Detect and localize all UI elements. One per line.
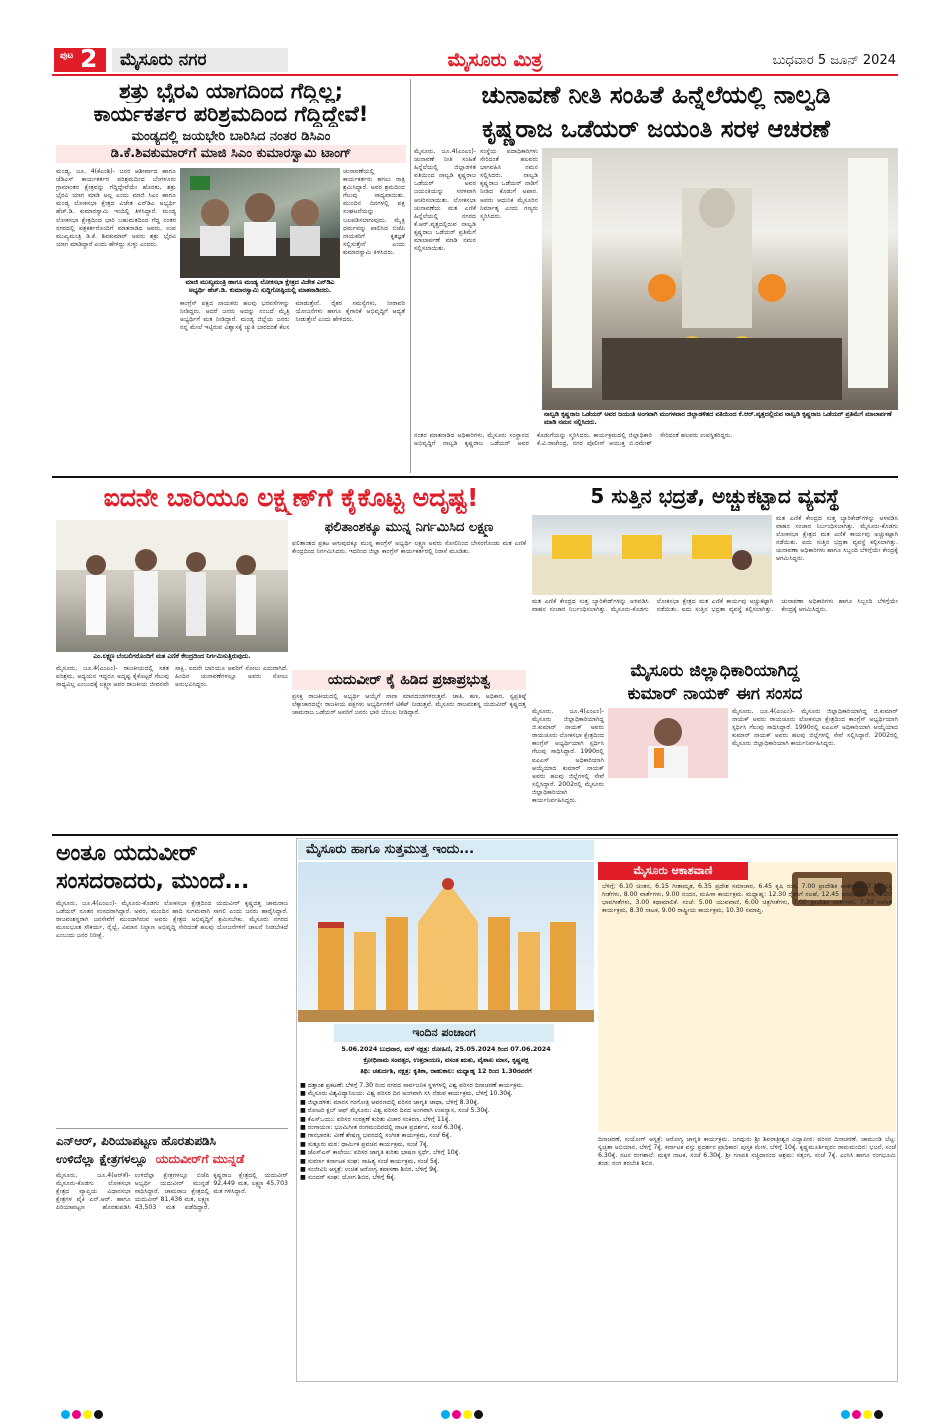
list-item: ■ ಸುವರ್ಣ ಕರ್ನಾಟಕ ಸಂಘ: ಸಾಹಿತ್ಯ ಸಂಜೆ ಕಾರ್ಯಕ್ರಮ, ಸಂಜೆ 5ಕ್ಕೆ. xyxy=(300,1157,440,1165)
story3-photo xyxy=(56,520,288,662)
story4-body-right: ಮತ ಎಣಿಕೆ ಕೇಂದ್ರದ ಸುತ್ತ ಬ್ಯಾರಿಕೇಡ್‌ಗಳನ್ನು ಅಳವಡಿಸಿ ವಾಹನ ಸಂಚಾರ ನಿರ್ಬಂಧಿಸಲಾಗಿತ್ತು. ಮೈಸೂರು-ಕೊಡಗು ಲೋಕಸಭಾ ಕ್ಷೇತ್ರದ ಮತ ಎಣಿಕೆ ಕಾರ್ಯವು ಅಚ್ಚುಕಟ್ಟಾಗಿ ನಡೆಯಿತು. ಐದು ಸುತ್ತಿನ ಭದ್ರತಾ ವ್ಯವಸ್ಥೆ ಕಲ್ಪಿಸಲಾಗಿತ್ತು. ಚುನಾವಣಾ ಅಧಿಕಾರಿಗಳು ಹಾಗೂ ಸಿಬ್ಬಂದಿ ಬೆಳಿಗ್ಗೆಯೇ ಕೇಂದ್ರಕ್ಕೆ ಆಗಮಿಸಿದ್ದರು. xyxy=(776,515,898,563)
story2-headline-2: ಕೃಷ್ಣರಾಜ ಒಡೆಯರ್ ಜಯಂತಿ ಸರಳ ಆಚರಣೆ xyxy=(482,115,830,143)
skyline-illustration xyxy=(298,862,594,1022)
story6-body-1: ಮೈಸೂರು, ಜೂ.4(ಎಂಎಂ)- ಮೈಸೂರು ಜಿಲ್ಲಾಧಿಕಾರಿಯಾಗಿದ್ದ ಜಿ.ಕುಮಾರ್ ನಾಯಕ್ ಅವರು ರಾಯಚೂರು ಲೋಕಸಭಾ ಕ್ಷೇತ್ರದಿಂದ ಕಾಂಗ್ರೆಸ್ ಅಭ್ಯರ್ಥಿಯಾಗಿ ಸ್ಪರ್ಧಿಸಿ ಗೆಲುವು ಸಾಧಿಸಿದ್ದಾರೆ. 1990ರಲ್ಲಿ ಐಎಎಸ್ ಅಧಿಕಾರಿಯಾಗಿ ಆಯ್ಕೆಯಾದ ಕುಮಾರ್ ನಾಯಕ್ ಅವರು ಹಲವು ಜಿಲ್ಲೆಗಳಲ್ಲಿ ಸೇವೆ ಸಲ್ಲಿಸಿದ್ದಾರೆ. 2002ರಲ್ಲಿ ಮೈಸೂರು ಜಿಲ್ಲಾಧಿಕಾರಿಯಾಗಿ ಕಾರ್ಯನಿರ್ವಹಿಸಿದ್ದರು. xyxy=(532,708,604,805)
panchanga xyxy=(300,1044,592,1080)
page-prefix: ಪುಟ xyxy=(60,51,74,61)
divider xyxy=(410,79,411,473)
story8-headline-left: ಎನ್‌ಆರ್, ಪಿರಿಯಾಪಟ್ಟಣ ಹೊರತುಪಡಿಸಿ xyxy=(56,1134,216,1148)
page-number: 2 xyxy=(80,44,98,73)
events-title: ಮೈಸೂರು ಹಾಗೂ ಸುತ್ತಮುತ್ತ ಇಂದು... xyxy=(298,840,594,860)
story1-headline-1: ಶತ್ರು ಭೈರವಿ ಯಾಗದಿಂದ ಗೆದ್ದಿಲ್ಲ; xyxy=(118,79,344,103)
list-item: ■ ಸುತ್ತೂರು ಮಠ: ಧಾರ್ಮಿಕ ಪ್ರವಚನ ಕಾರ್ಯಕ್ರಮ, ಸಂಜೆ 7ಕ್ಕೆ. xyxy=(300,1140,429,1148)
list-item: ■ ಕೆಎಸ್‌ಒಯು: ಪರಿಸರ ಸಂರಕ್ಷಣೆ ಕುರಿತು ವಿಚಾರ ಸಂಕಿರಣ, ಬೆಳಿಗ್ಗೆ 11ಕ್ಕೆ. xyxy=(300,1115,451,1123)
palace-skyline-icon xyxy=(298,862,594,1022)
counting-center-icon xyxy=(532,515,772,595)
radio-schedule: ಬೆಳಿಗ್ಗೆ: 6.10 ಚಿಂತನ, 6.15 ಗೀತಾಮೃತ, 6.35 ಪ್ರದೇಶ ಸಮಾಚಾರ, 6.45 ಕೃಷಿ ರಂಗ, 7.00 ಪ್ರಾದೇಶಿಕ ವಾರ್ತೆಗಳು, 7.15 ಭಕ್ತಿ ಗೀತೆಗಳು, 8.00 ವಾರ್ತೆಗಳು, 9.00 ನಂದನ, ಮಹಿಳಾ ಕಾರ್ಯಕ್ರಮ. ಮಧ್ಯಾಹ್ನ: 12.30 ರೈತರಿಗೆ ಸಲಹೆ, 12.45 ಜನಪದ ಸಂಗೀತ, 1.20 ಭಾವಗೀತೆಗಳು, 3.00 ಕಥಾಮಾಲಿಕೆ. ಸಂಜೆ: 5.00 ಯುವವಾಣಿ, 6.00 ಚಿತ್ರಗೀತೆಗಳು, 7.00 ಪ್ರಾದೇಶಿಕ ವಾರ್ತೆಗಳು, 7.30 ಸಂಗೀತ ಕಾರ್ಯಕ್ರಮ, 8.30 ನಾಟಕ, 9.00 ರಾಷ್ಟ್ರೀಯ ಕಾರ್ಯಕ್ರಮ, 10.30 ಸಮಾಪ್ತಿ. xyxy=(602,883,892,915)
story8-body: ಮೈಸೂರು, ಜೂ.4(ಆರ್‌ಕೆ)- ಮೈಸೂರು-ಕೊಡಗು ಲೋಕಸಭಾ ಕ್ಷೇತ್ರದ ವ್ಯಾಪ್ತಿಯ ವಿಧಾನಸಭಾ ಕ್ಷೇತ್ರಗಳ ಪೈಕಿ ಎನ್.ಆರ್. ಹಾಗೂ ಪಿರಿಯಾಪಟ್ಟಣ ಹೊರತುಪಡಿಸಿ ಉಳಿದೆಲ್ಲಾ ಕ್ಷೇತ್ರಗಳಲ್ಲೂ ಬಿಜೆಪಿ ಅಭ್ಯರ್ಥಿ ಯದುವೀರ್ ಮುನ್ನಡೆ ಸಾಧಿಸಿದ್ದಾರೆ. ಚಾಮರಾಜ ಕ್ಷೇತ್ರದಲ್ಲಿ ಯದುವೀರ್ 81,436 ಮತ, ಲಕ್ಷ್ಮಣ 43,503 ಮತ ಪಡೆದಿದ್ದಾರೆ. ಕೃಷ್ಣರಾಜ ಕ್ಷೇತ್ರದಲ್ಲಿ ಯದುವೀರ್ 92,449 ಮತ, ಲಕ್ಷ್ಮಣ 45,703 ಮತ ಗಳಿಸಿದ್ದಾರೆ. xyxy=(56,1172,288,1212)
story3-photo-caption: ಎಂ.ಲಕ್ಷ್ಮಣ ಬೆಂಬಲಿಗರೊಂದಿಗೆ ಮತ ಎಣಿಕೆ ಕೇಂದ್ರದಿಂದ ನಿರ್ಗಮಿಸುತ್ತಿರುವುದು. xyxy=(56,652,288,662)
story4-body: ಮತ ಎಣಿಕೆ ಕೇಂದ್ರದ ಸುತ್ತ ಬ್ಯಾರಿಕೇಡ್‌ಗಳನ್ನು ಅಳವಡಿಸಿ ವಾಹನ ಸಂಚಾರ ನಿರ್ಬಂಧಿಸಲಾಗಿತ್ತು. ಮೈಸೂರು-ಕೊಡಗು ಲೋಕಸಭಾ ಕ್ಷೇತ್ರದ ಮತ ಎಣಿಕೆ ಕಾರ್ಯವು ಅಚ್ಚುಕಟ್ಟಾಗಿ ನಡೆಯಿತು. ಐದು ಸುತ್ತಿನ ಭದ್ರತಾ ವ್ಯವಸ್ಥೆ ಕಲ್ಪಿಸಲಾಗಿತ್ತು. ಚುನಾವಣಾ ಅಧಿಕಾರಿಗಳು ಹಾಗೂ ಸಿಬ್ಬಂದಿ ಬೆಳಿಗ್ಗೆಯೇ ಕೇಂದ್ರಕ್ಕೆ ಆಗಮಿಸಿದ್ದರು. xyxy=(532,598,898,614)
story3-intro: ಫಲಿತಾಂಶದ ಪ್ರಕಟ ಆಗುವುದಕ್ಕೂ ಮುನ್ನ ಕಾಂಗ್ರೆಸ್ ಅಭ್ಯರ್ಥಿ ಲಕ್ಷ್ಮಣ ಅವರು ಸೋಲಿನಿಂದ ಬೇಸರಗೊಂಡು ಮತ ಎಣಿಕೆ ಕೇಂದ್ರದಿಂದ ನಿರ್ಗಮಿಸಿದರು. ಇದರಿಂದ ಜಿಲ್ಲಾ ಕಾಂಗ್ರೆಸ್ ಕಾರ್ಯಕರ್ತರಲ್ಲಿ ನಿರಾಸೆ ಮೂಡಿತು. xyxy=(292,540,526,556)
story2-photo-caption: ನಾಲ್ವಡಿ ಕೃಷ್ಣರಾಜ ಒಡೆಯರ್ ಅವರ ಜಯಂತಿ ಅಂಗವಾಗಿ ಮಂಗಳವಾರ ಜಿಲ್ಲಾಡಳಿತದ ವತಿಯಿಂದ ಕೆ.ಆರ್.ವೃತ್ತದಲ್ಲಿರುವ ನಾಲ್ವಡಿ ಕೃಷ್ಣರಾಜ ಒಡೆಯರ್ ಪ್ರತಿಮೆಗೆ ಮಾಲಾರ್ಪಣೆ ಮಾಡಿ ನಮನ ಸಲ್ಲಿಸಿದರು. xyxy=(542,410,898,428)
events-list xyxy=(300,1082,592,1380)
list-item: ■ ಸುಂದರ್ ಸಂಘ: ಯೋಗ ಶಿಬಿರ, ಬೆಳಿಗ್ಗೆ 6ಕ್ಕೆ. xyxy=(300,1174,396,1182)
statue-garlanding-icon xyxy=(542,148,898,400)
story2-column-1: ಮೈಸೂರು, ಜೂ.4(ಎಂಎಂ)- ಚುನಾವಣೆ ನೀತಿ ಸಂಹಿತೆ ಹಿನ್ನೆಲೆಯಲ್ಲಿ ಜಿಲ್ಲಾಡಳಿತ ವತಿಯಿಂದ ನಾಲ್ವಡಿ ಕೃಷ್ಣರಾಜ ಒಡೆಯರ್ ಅವರ ಜಯಂತಿಯನ್ನು ಸರಳವಾಗಿ ಆಚರಿಸಲಾಯಿತು. ಲೋಕಸಭಾ ಚುನಾವಣೆಯ ಮತ ಎಣಿಕೆ ಹಿನ್ನೆಲೆಯಲ್ಲಿ ನಗರದ ಕೆ.ಆರ್.ವೃತ್ತದಲ್ಲಿರುವ ನಾಲ್ವಡಿ ಕೃಷ್ಣರಾಜ ಒಡೆಯರ್ ಪ್ರತಿಮೆಗೆ ಮಾಲಾರ್ಪಣೆ ಮಾಡಿ ನಮನ ಸಲ್ಲಿಸಲಾಯಿತು. xyxy=(414,148,476,253)
divider-3 xyxy=(56,1128,288,1129)
story2-photo xyxy=(542,148,898,428)
story5-headline: ಯದುವೀರ್‌ ಕೈ ಹಿಡಿದ ಪ್ರಜಾಪ್ರಭುತ್ವ xyxy=(292,670,526,690)
color-registration-marks xyxy=(60,1404,120,1416)
story1-subheadline-2: ಡಿ.ಕೆ.ಶಿವಕುಮಾರ್‌ಗೆ ಮಾಜಿ ಸಿಎಂ ಕುಮಾರಸ್ವಾಮಿ ಟಾಂಗ್ xyxy=(56,145,406,163)
section-rule-2 xyxy=(52,834,898,836)
issue-date: ಬುಧವಾರ 5 ಜೂನ್ 2024 xyxy=(772,53,896,68)
list-item: ■ ದತ್ತಾಂಶ ಪ್ರಕಟಣೆ: ಬೆಳಿಗ್ಗೆ 7.30 ರಿಂದ ನಗರದ ಸಾರ್ವಜನಿಕ ಸ್ಥಳಗಳಲ್ಲಿ ವಿಶ್ವ ಪರಿಸರ ದಿನಾಚರಣೆ ಕಾರ್ಯಕ್ರಮ. xyxy=(300,1082,525,1089)
panchanga-line-1: 5.06.2024 ಬುಧವಾರ, ಮಳೆ ನಕ್ಷತ್ರ: ರೋಹಿಣಿ, 25.05.2024 ರಿಂದ 07.06.2024 xyxy=(341,1045,551,1053)
list-item: ■ ಜಿಲ್ಲಾಡಳಿತ: ಮಾನಸ ಗಂಗೋತ್ರಿ ಆವರಣದಲ್ಲಿ ಪರಿಸರ ಜಾಗೃತಿ ಜಾಥಾ, ಬೆಳಿಗ್ಗೆ 8.30ಕ್ಕೆ. xyxy=(300,1098,479,1106)
story1-column-3: ಚುನಾವಣೆಯಲ್ಲಿ ಕಾರ್ಯಕರ್ತರು ಹಗಲು ರಾತ್ರಿ ಶ್ರಮಿಸಿದ್ದಾರೆ. ಅವರ ಶ್ರಮದಿಂದ ಗೆಲುವು ಸಾಧ್ಯವಾಯಿತು. ಮುಂದಿನ ದಿನಗಳಲ್ಲಿ ಪಕ್ಷ ಸಂಘಟನೆಯನ್ನು ಬಲಪಡಿಸಲಾಗುವುದು. ಮೈತ್ರಿ ಧರ್ಮವನ್ನು ಪಾಲಿಸಿದ ಬಿಜೆಪಿ ನಾಯಕರಿಗೆ ಕೃತಜ್ಞತೆ ಸಲ್ಲಿಸುತ್ತೇನೆ ಎಂದು ಕುಮಾರಸ್ವಾಮಿ ತಿಳಿಸಿದರು. xyxy=(343,168,405,256)
story7-headline-1: ಅಂತೂ ಯದುವೀರ್ xyxy=(56,841,198,866)
story2-bottom-text: ನಂತರ ಮಾತನಾಡಿದ ಅಧಿಕಾರಿಗಳು, ಮೈಸೂರು ಸಂಸ್ಥಾನದ ಅಭಿವೃದ್ಧಿಗೆ ನಾಲ್ವಡಿ ಕೃಷ್ಣರಾಜ ಒಡೆಯರ್ ಅವರ ಕೊಡುಗೆಯನ್ನು ಸ್ಮರಿಸಿದರು. ಕಾರ್ಯಕ್ರಮದಲ್ಲಿ ಜಿಲ್ಲಾಧಿಕಾರಿ ಕೆ.ವಿ.ರಾಜೇಂದ್ರ, ನಗರ ಪೊಲೀಸ್ ಆಯುಕ್ತ ಬಿ.ರಮೇಶ್ ಸೇರಿದಂತೆ ಹಲವರು ಉಪಸ್ಥಿತರಿದ್ದರು. xyxy=(414,432,733,448)
story6-headline-1: ಮೈಸೂರು ಜಿಲ್ಲಾಧಿಕಾರಿಯಾಗಿದ್ದ xyxy=(630,661,800,681)
list-item: ■ ಸಂಜೀವಿನಿ ಆಸ್ಪತ್ರೆ: ಉಚಿತ ಆರೋಗ್ಯ ತಪಾಸಣಾ ಶಿಬಿರ, ಬೆಳಿಗ್ಗೆ 9ಕ್ಕೆ. xyxy=(300,1166,439,1174)
story1-column-2: ಕಾಂಗ್ರೆಸ್ ಪಕ್ಷದ ನಾಯಕರು ಹಲವು ಭರವಸೆಗಳನ್ನು ನೀಡಿದ್ದರು. ಆದರೆ ಜನರು ಅದನ್ನು ನಂಬದೆ ಮೈತ್ರಿ ಅಭ್ಯರ್ಥಿಗೆ ಮತ ನೀಡಿದ್ದಾರೆ. ಮಂಡ್ಯ ಜಿಲ್ಲೆಯ ಜನರು ನನ್ನ ಮೇಲೆ ಇಟ್ಟಿರುವ ವಿಶ್ವಾಸಕ್ಕೆ ಚ್ಯುತಿ ಬಾರದಂತೆ ಕೆಲಸ ಮಾಡುತ್ತೇನೆ. ರೈತರ ಸಮಸ್ಯೆಗಳು, ನೀರಾವರಿ ಯೋಜನೆಗಳು ಹಾಗೂ ಕೈಗಾರಿಕೆ ಅಭಿವೃದ್ಧಿಗೆ ಆದ್ಯತೆ ನೀಡುತ್ತೇನೆ ಎಂದು ಹೇಳಿದರು. xyxy=(180,300,405,332)
story6-headline-2: ಕುಮಾರ್ ನಾಯಕ್ ಈಗ ಸಂಸದ xyxy=(627,684,803,704)
list-item: ■ ಗಾನಭಾರತಿ: ವೀಣೆ ಶೇಷಣ್ಣ ಭವನದಲ್ಲಿ ಸಂಗೀತ ಕಾರ್ಯಕ್ರಮ, ಸಂಜೆ 6ಕ್ಕೆ. xyxy=(300,1132,452,1140)
panchanga-line-3: ತಿಥಿ: ಚತುರ್ದಶಿ, ನಕ್ಷತ್ರ: ಕೃತಿಕಾ, ರಾಹುಕಾಲ: ಮಧ್ಯಾಹ್ನ 12 ರಿಂದ 1.30ರವರೆಗೆ xyxy=(360,1067,532,1075)
color-registration-marks xyxy=(840,1404,900,1416)
story3-body: ಮೈಸೂರು, ಜೂ.4(ಎಂಎಂ)- ರಾಜಕೀಯದಲ್ಲಿ ಸತತ ಪರಿಶ್ರಮ, ಅಧ್ಯಯನ ಇದ್ದರೂ ಅದೃಷ್ಟ ಕೈಕೊಟ್ಟರೆ ಗೆಲುವು ಸಾಧ್ಯವಿಲ್ಲ ಎಂಬುದಕ್ಕೆ ಲಕ್ಷ್ಮಣ ಅವರ ರಾಜಕೀಯ ಜೀವನವೇ ಸಾಕ್ಷಿ. ಐದನೇ ಬಾರಿಯೂ ಅವರಿಗೆ ಸೋಲು ಎದುರಾಗಿದೆ. ಹಿಂದಿನ ಚುನಾವಣೆಗಳಲ್ಲೂ ಅವರು ಸೋಲು ಅನುಭವಿಸಿದ್ದರು. xyxy=(56,665,288,689)
story8-headline-right: ಯದುವೀರ್‌ಗೆ ಮುನ್ನಡೆ xyxy=(155,1152,245,1166)
people-walking-icon xyxy=(56,520,288,650)
story1-column-1: ಮಂಡ್ಯ, ಜೂ. 4(ಕೆಎಂಶಿ)- ಜನರ ಆಶೀರ್ವಾದ ಹಾಗೂ ಜೆಡಿಎಸ್ ಕಾರ್ಯಕರ್ತರ ಪರಿಶ್ರಮದಿಂದ ಬೆಂಗಳೂರು ಗ್ರಾಮಾಂತರ ಕ್ಷೇತ್ರವನ್ನು ಗೆದ್ದಿದ್ದೇವೆಯೇ ಹೊರತು, ಶತ್ರು ಭೈರವಿ ಯಾಗ ಮಾಡಿ ಅಲ್ಲ ಎಂದು ಮಾಜಿ ಸಿಎಂ ಹಾಗೂ ಮಂಡ್ಯ ಲೋಕಸಭಾ ಕ್ಷೇತ್ರದ ವಿಜೇತ ಎನ್‌ಡಿಎ ಅಭ್ಯರ್ಥಿ ಹೆಚ್.ಡಿ. ಕುಮಾರಸ್ವಾಮಿ ಇಂದಿಲ್ಲಿ ತಿಳಿಸಿದ್ದಾರೆ. ಮಂಡ್ಯ ಲೋಕಸಭಾ ಕ್ಷೇತ್ರದಿಂದ ಭಾರಿ ಬಹುಮತದಿಂದ ಗೆದ್ದ ನಂತರ ನಗರದಲ್ಲಿ ಪತ್ರಕರ್ತರೊಂದಿಗೆ ಮಾತನಾಡಿದ ಅವರು, ಉಪ ಮುಖ್ಯಮಂತ್ರಿ ಡಿ.ಕೆ. ಶಿವಕುಮಾರ್ ಅವರು ಶತ್ರು ಭೈರವಿ ಯಾಗ ಮಾಡಿದ್ದಾರೆ ಎಂದು ಹೇಳಿದ್ದು ಸುಳ್ಳು ಎಂದರು. xyxy=(56,168,176,248)
list-item: ■ ರಂಗಾಯಣ: ಭೂಮಿಗೀತ ರಂಗಮಂದಿರದಲ್ಲಿ ನಾಟಕ ಪ್ರದರ್ಶನ, ಸಂಜೆ 6.30ಕ್ಕೆ. xyxy=(300,1124,464,1132)
list-item: ■ ಜೆಎಸ್‌ಎಸ್ ಕಾಲೇಜು: ಪರಿಸರ ಜಾಗೃತಿ ಕುರಿತು ಭಾಷಣ ಸ್ಪರ್ಧೆ, ಬೆಳಿಗ್ಗೆ 10ಕ್ಕೆ. xyxy=(300,1149,461,1157)
list-item: ■ ಮೈಸೂರು ವಿಶ್ವವಿದ್ಯಾನಿಲಯ: ವಿಶ್ವ ಪರಿಸರ ದಿನ ಅಂಗವಾಗಿ ಸಸಿ ನೆಡುವ ಕಾರ್ಯಕ್ರಮ, ಬೆಳಿಗ್ಗೆ 10.30ಕ್ಕೆ. xyxy=(300,1090,513,1098)
story2-headline-1: ಚುನಾವಣೆ ನೀತಿ ಸಂಹಿತೆ ಹಿನ್ನೆಲೆಯಲ್ಲಿ ನಾಲ್ವಡಿ xyxy=(481,81,831,109)
panchanga-line-2: ಕ್ರೋಧಿನಾಮ ಸಂವತ್ಸರ, ಉತ್ತರಾಯಣ, ವಸಂತ ಋತು, ವೈಶಾಖ ಮಾಸ, ಕೃಷ್ಣಪಕ್ಷ xyxy=(363,1056,529,1064)
story4-photo xyxy=(532,515,772,595)
story2-column-2: ಸಂಸ್ಥೆಯ ಪದಾಧಿಕಾರಿಗಳು ಸೇರಿದಂತೆ ಹಲವರು ಭಾಗವಹಿಸಿ ನಮನ ಸಲ್ಲಿಸಿದರು. ನಾಲ್ವಡಿ ಕೃಷ್ಣರಾಜ ಒಡೆಯರ್ ನಾಡಿಗೆ ನೀಡಿದ ಕೊಡುಗೆ ಅಪಾರ. ಅವರು ಆಧುನಿಕ ಮೈಸೂರಿನ ನಿರ್ಮಾತೃ ಎಂದು ಗಣ್ಯರು ಸ್ಮರಿಸಿದರು. xyxy=(480,148,538,220)
color-registration-marks xyxy=(440,1404,500,1416)
press-conference-icon xyxy=(180,168,340,280)
section-title: ಮೈಸೂರು ನಗರ xyxy=(112,48,288,72)
story3-headline: ಐದನೇ ಬಾರಿಯೂ ಲಕ್ಷ್ಮಣ್‌ಗೆ ಕೈಕೊಟ್ಟ ಅದೃಷ್ಟ! xyxy=(103,483,479,512)
story5-body: ಪ್ರಸಕ್ತ ರಾಜಕೀಯದಲ್ಲಿ ಅಭ್ಯರ್ಥಿ ಆಯ್ಕೆಗೆ ನಾನಾ ಮಾನದಂಡಗಳಿರುತ್ತವೆ. ಜಾತಿ, ಹಣ, ಅಧಿಕಾರ, ಸ್ವಪ್ರತಿಷ್ಠೆ ಲೆಕ್ಕಾಚಾರದಲ್ಲೇ ರಾಜಕೀಯ ಪಕ್ಷಗಳು ಅಭ್ಯರ್ಥಿಗಳಿಗೆ ಟಿಕೆಟ್ ನೀಡುತ್ತವೆ. ಮೈಸೂರು ರಾಜವಂಶಸ್ಥ ಯದುವೀರ್ ಕೃಷ್ಣದತ್ತ ಚಾಮರಾಜ ಒಡೆಯರ್ ಅವರಿಗೆ ಜನರು ಭಾರಿ ಬೆಂಬಲ ನೀಡಿದ್ದಾರೆ. xyxy=(292,693,526,717)
story7-headline-2: ಸಂಸದರಾದರು, ಮುಂದೆ... xyxy=(56,869,250,894)
radio-title: ಮೈಸೂರು ಆಕಾಶವಾಣಿ xyxy=(598,862,748,880)
story1-photo xyxy=(180,168,340,296)
header-rule xyxy=(52,74,898,76)
story1-photo-caption: ಮಾಜಿ ಮುಖ್ಯಮಂತ್ರಿ ಹಾಗೂ ಮಂಡ್ಯ ಲೋಕಸಭಾ ಕ್ಷೇತ್ರದ ವಿಜೇತ ಎನ್‌ಡಿಎ ಅಭ್ಯರ್ಥಿ ಹೆಚ್.ಡಿ. ಕುಮಾರಸ್ವಾಮಿ ಸುದ್ದಿಗೋಷ್ಠಿಯಲ್ಲಿ ಮಾತನಾಡಿದರು. xyxy=(180,278,340,296)
portrait-icon xyxy=(608,708,728,778)
story4-headline: 5 ಸುತ್ತಿನ ಭದ್ರತೆ, ಅಚ್ಚುಕಟ್ಟಾದ ವ್ಯವಸ್ಥೆ xyxy=(590,484,840,508)
events-more: ದಿನಾಚರಣೆ, ಸುಯೋಗ್ ಆಸ್ಪತ್ರೆ: ಆರೋಗ್ಯ ಜಾಗೃತಿ ಕಾರ್ಯಕ್ರಮ. ಜಗದ್ಗುರು ಶ್ರೀ ಶಿವರಾತ್ರೀಶ್ವರ ವಿದ್ಯಾಪೀಠ: ಪರಿಸರ ದಿನಾಚರಣೆ. ಚಾಮುಂಡಿ ಬೆಟ್ಟ: ಸ್ವಚ್ಛತಾ ಅಭಿಯಾನ, ಬೆಳಿಗ್ಗೆ 7ಕ್ಕೆ. ಕರ್ನಾಟಕ ವಸ್ತು ಪ್ರದರ್ಶನ ಪ್ರಾಧಿಕಾರ: ಪುಸ್ತಕ ಮೇಳ, ಬೆಳಿಗ್ಗೆ 10ಕ್ಕೆ. ಕೃಷ್ಣಮೂರ್ತಿಪುರಂ ರಾಮಮಂದಿರ: ಭಜನೆ, ಸಂಜೆ 6.30ಕ್ಕೆ. ನಟನ ರಂಗಶಾಲೆ: ಮಕ್ಕಳ ನಾಟಕ, ಸಂಜೆ 6.30ಕ್ಕೆ. ಶ್ರೀ ಗಣಪತಿ ಸಚ್ಚಿದಾನಂದ ಆಶ್ರಮ: ಸತ್ಸಂಗ, ಸಂಜೆ 7ಕ್ಕೆ. ಎಂಸಿಸಿ ಹಾಗೂ ರಂಗಭೂಮಿ ತಂಡ: ರಂಗ ತರಬೇತಿ ಶಿಬಿರ. xyxy=(598,1136,896,1168)
story8-headline-left-2: ಉಳಿದೆಲ್ಲಾ ಕ್ಷೇತ್ರಗಳಲ್ಲೂ xyxy=(56,1152,148,1166)
story1-headline-2: ಕಾರ್ಯಕರ್ತರ ಪರಿಶ್ರಮದಿಂದ ಗೆದ್ದಿದ್ದೇವೆ! xyxy=(93,102,369,126)
panchanga-title: ಇಂದಿನ ಪಂಚಾಂಗ xyxy=(334,1024,554,1042)
page-number-badge xyxy=(54,44,106,73)
story7-body: ಮೈಸೂರು, ಜೂ.4(ಎಂಎಂ)- ಮೈಸೂರು-ಕೊಡಗು ಲೋಕಸಭಾ ಕ್ಷೇತ್ರದಿಂದ ಯದುವೀರ್ ಕೃಷ್ಣದತ್ತ ಚಾಮರಾಜ ಒಡೆಯರ್ ನೂತನ ಸಂಸದರಾಗಿದ್ದಾರೆ. ಅವರ, ಮುಂದಿನ ಹಾದಿ ಸುಗಮವಾಗಿ ಸಾಗಲಿ ಎಂದು ಜನರು ಹಾರೈಸಿದ್ದಾರೆ. ರಾಜವಂಶಸ್ಥರಾಗಿ ಜನಸೇವೆಗೆ ಮುಂದಾಗಿರುವ ಅವರು ಕ್ಷೇತ್ರದ ಅಭಿವೃದ್ಧಿಗೆ ಶ್ರಮಿಸಬೇಕು. ಮೈಸೂರು ನಗರದ ಮೂಲಭೂತ ಸೌಕರ್ಯ, ರೈಲ್ವೆ, ವಿಮಾನ ನಿಲ್ದಾಣ ಅಭಿವೃದ್ಧಿ ಸೇರಿದಂತೆ ಹಲವು ಯೋಜನೆಗಳಿಗೆ ಚಾಲನೆ ನೀಡಬೇಕಿದೆ ಎಂಬುದು ಜನರ ನಿರೀಕ್ಷೆ. xyxy=(56,900,288,940)
section-rule xyxy=(52,476,898,478)
story6-body-2: ಮೈಸೂರು, ಜೂ.4(ಎಂಎಂ)- ಮೈಸೂರು ಜಿಲ್ಲಾಧಿಕಾರಿಯಾಗಿದ್ದ ಜಿ.ಕುಮಾರ್ ನಾಯಕ್ ಅವರು ರಾಯಚೂರು ಲೋಕಸಭಾ ಕ್ಷೇತ್ರದಿಂದ ಕಾಂಗ್ರೆಸ್ ಅಭ್ಯರ್ಥಿಯಾಗಿ ಸ್ಪರ್ಧಿಸಿ ಗೆಲುವು ಸಾಧಿಸಿದ್ದಾರೆ. 1990ರಲ್ಲಿ ಐಎಎಸ್ ಅಧಿಕಾರಿಯಾಗಿ ಆಯ್ಕೆಯಾದ ಕುಮಾರ್ ನಾಯಕ್ ಅವರು ಹಲವು ಜಿಲ್ಲೆಗಳಲ್ಲಿ ಸೇವೆ ಸಲ್ಲಿಸಿದ್ದಾರೆ. 2002ರಲ್ಲಿ ಮೈಸೂರು ಜಿಲ್ಲಾಧಿಕಾರಿಯಾಗಿ ಕಾರ್ಯನಿರ್ವಹಿಸಿದ್ದರು. xyxy=(732,708,898,748)
list-item: ■ ರೋಟರಿ ಕ್ಲಬ್ ಆಫ್ ಮೈಸೂರು: ವಿಶ್ವ ಪರಿಸರ ದಿನದ ಅಂಗವಾಗಿ ಉಪನ್ಯಾಸ, ಸಂಜೆ 5.30ಕ್ಕೆ. xyxy=(300,1107,490,1115)
masthead: ಮೈಸೂರು ಮಿತ್ರ xyxy=(447,49,543,71)
story8-headline xyxy=(56,1150,288,1168)
candidate-portrait xyxy=(608,708,728,778)
story1-subheadline-1: ಮಂಡ್ಯದಲ್ಲಿ ಜಯಭೇರಿ ಬಾರಿಸಿದ ನಂತರ ಡಿಸಿಎಂ xyxy=(131,129,331,144)
story3-subheadline: ಫಲಿತಾಂಶಕ್ಕೂ ಮುನ್ನ ನಿರ್ಗಮಿಸಿದ ಲಕ್ಷ್ಮಣ xyxy=(324,520,494,535)
